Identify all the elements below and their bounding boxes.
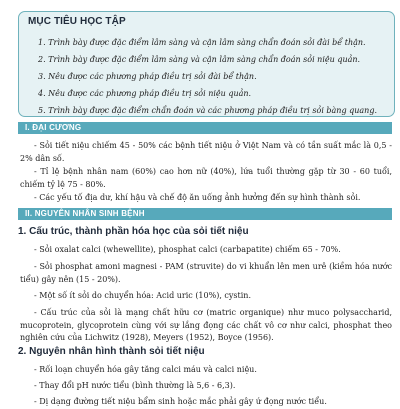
objective-item: 4. Nêu được các phương pháp điều trị sỏi niệu quản.: [38, 89, 252, 98]
learning-objectives-box: [18, 11, 395, 117]
paragraph: - Rối loạn chuyển hóa gây tăng calci máu và calci niệu.: [34, 365, 257, 374]
section-title: II. NGUYÊN NHÂN SINH BỆNH: [25, 209, 145, 218]
paragraph: - Thay đổi pH nước tiểu (bình thường là 5,6 - 6,3).: [34, 381, 236, 390]
subsection-title: 2. Nguyên nhân hình thành sỏi tiết niệu: [18, 346, 205, 357]
subsection-title: 1. Cấu trúc, thành phần hóa học của sỏi tiết niệu: [18, 226, 249, 237]
section-header-causes: [18, 208, 392, 220]
paragraph: - Sỏi tiết niệu chiếm 45 - 50% các bệnh tiết niệu ở Việt Nam và có tần suất mắc là 0,5 - 2% dân số.: [20, 141, 392, 163]
objective-item: 5. Trình bày được đặc điểm chẩn đoán và các phương pháp điều trị sỏi bàng quang.: [38, 106, 377, 115]
objective-item: 2. Trình bày được đặc điểm lâm sàng và cận lâm sàng chẩn đoán sỏi niệu quản.: [38, 55, 361, 64]
paragraph: - Sỏi oxalat calci (whewellite), phosphat calci (carbapatite) chiếm 65 - 70%.: [34, 245, 341, 254]
section-title: I. ĐẠI CƯƠNG: [25, 123, 82, 132]
objectives-title: MỤC TIÊU HỌC TẬP: [28, 16, 126, 27]
paragraph: - Các yếu tố địa dư, khí hậu và chế độ ăn uống ảnh hưởng đến sự hình thành sỏi.: [34, 193, 361, 202]
objective-item: 3. Nêu được các phương pháp điều trị sỏi đài bể thận.: [38, 72, 257, 81]
objective-item: 1. Trình bày được đặc điểm lâm sàng và cận lâm sàng chẩn đoán sỏi đài bể thận.: [38, 38, 366, 47]
objectives-list: [38, 34, 388, 119]
paragraph: - Một số ít sỏi do chuyển hóa: Acid uric (10%), cystin.: [34, 291, 251, 300]
paragraph: - Tỉ lệ bệnh nhân nam (60%) cao hơn nữ (40%), lứa tuổi thường gặp từ 30 - 60 tuổi, chiếm tỷ lệ 75 - 80%.: [20, 167, 392, 189]
section-header-general: [18, 122, 392, 134]
paragraph: - Sỏi phosphat amoni magnesi - PAM (struvite) do vi khuẩn lên men urê (kiềm hóa nước tiểu) gây nên (15 - 20%).: [20, 262, 392, 284]
paragraph: - Dị dạng đường tiết niệu bẩm sinh hoặc mắc phải gây ứ đọng nước tiểu.: [34, 397, 327, 406]
paragraph: - Cấu trúc của sỏi là mạng chất hữu cơ (matric organique) như muco polysaccharid, mucoprotein, glycoprotein cùng với sự lắng đọng các chất vô cơ như calci, phosphat theo nghiên cứu của Lichwitz (1928), Meyers (1952), Boyce (1956).: [20, 308, 392, 342]
